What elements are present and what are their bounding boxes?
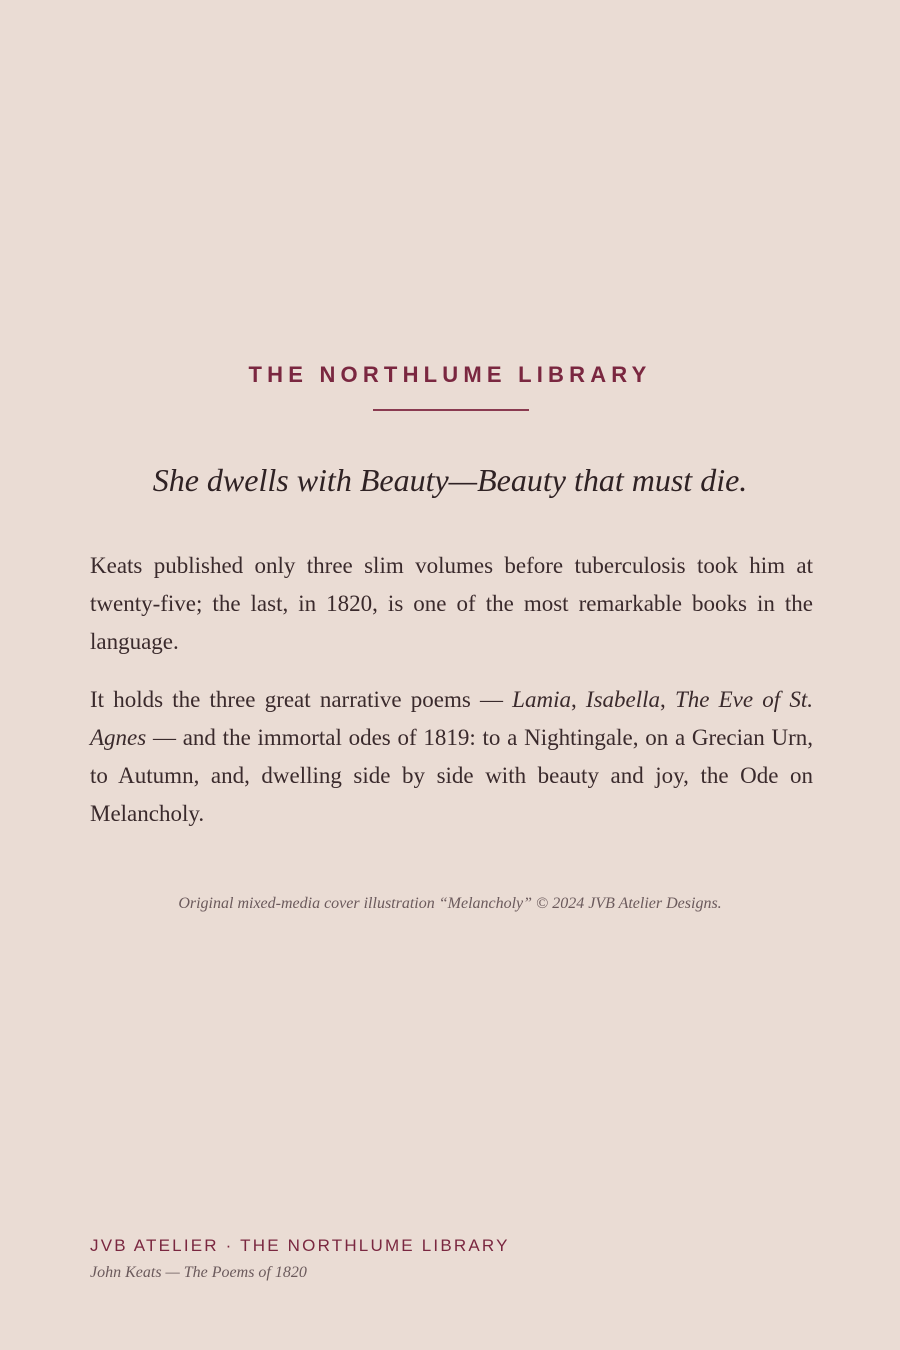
- illustration-credit: Original mixed-media cover illustration “Melancholy” © 2024 JVB Atelier Designs.: [178, 895, 722, 912]
- footer-work-title: John Keats — The Poems of 1820: [90, 1264, 307, 1281]
- poem-title-eve-of-st-agnes: The Eve of St. Agnes: [90, 687, 814, 750]
- paragraph-2-lead: It holds the three great narrative poems —: [90, 687, 513, 712]
- series-title: THE NORTHLUME LIBRARY: [248, 362, 652, 387]
- epigraph: She dwells with Beauty—Beauty that must die.: [152, 462, 748, 498]
- paragraph-2-tail: — and the immortal odes of 1819: to a Nightingale, on a Grecian Urn, to Autumn, and, dwelling side by side with beauty and joy, the Ode on Melancholy.: [90, 725, 813, 826]
- body-paragraph-2: [90, 681, 813, 833]
- paragraph-2-separator: ,: [660, 687, 675, 712]
- body-paragraph-1: Keats published only three slim volumes before tuberculosis took him at twenty-five; the last, in 1820, is one of the most remarkable books in the language.: [90, 553, 813, 654]
- poem-title-isabella: Isabella: [585, 687, 661, 712]
- poem-title-lamia: Lamia: [512, 687, 571, 712]
- title-divider: [373, 409, 529, 411]
- paragraph-2-separator: ,: [570, 687, 586, 712]
- footer-publisher: JVB ATELIER · THE NORTHLUME LIBRARY: [90, 1236, 510, 1255]
